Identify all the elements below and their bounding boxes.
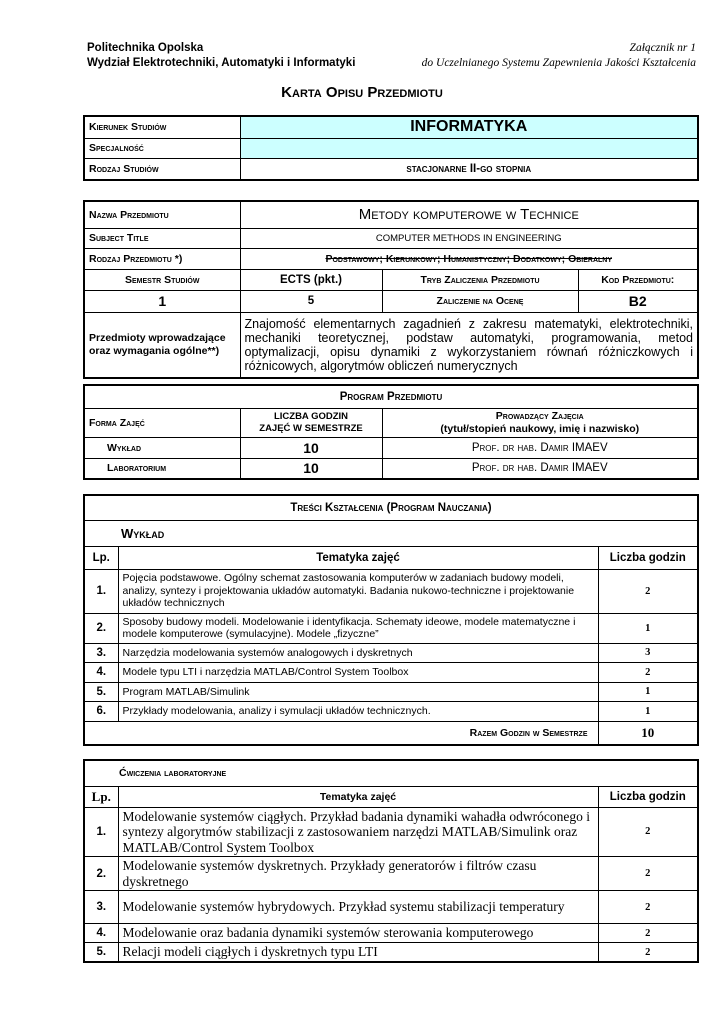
lab-topic: Modelowanie oraz badania dynamiki systemów sterowania komputerowego	[118, 924, 598, 943]
university-name: Politechnika Opolska	[87, 42, 204, 54]
kod-label: Kod Przedmiotu:	[578, 269, 698, 290]
plan-row	[84, 458, 698, 479]
plan-form: Wykład	[84, 437, 240, 458]
lecture-topic: Pojęcia podstawowe. Ogólny schemat zastosowania komputerów w zadaniach budowy modeli, analizy, syntezy i projektowania układów automatyki. Badania nukowo-techniczne i projektowanie układów technicznych	[118, 569, 598, 613]
lecture-section-title: Treści Kształcenia (Program Nauczania)	[84, 495, 698, 520]
lecture-lp: 1.	[84, 569, 118, 613]
lecture-lp: 4.	[84, 662, 118, 682]
annex-label: Załącznik nr 1	[629, 42, 696, 54]
subject-label: Subject Title	[84, 228, 240, 248]
lab-row	[84, 943, 698, 963]
specjalnosc-label: Specjalność	[84, 138, 240, 158]
lab-col-topic: Tematyka zajęć	[118, 786, 598, 807]
prereq-value: Znajomość elementarnych zagadnień z zakresu matematyki, elektrotechniki, mechaniki teoretycznej, podstaw automatyki, programowania, metod optymalizacji, opisu dynamiki z wykorzystaniem równań różniczkowych i różnicowych, algorytmów obliczeń numerycznych	[240, 312, 698, 378]
lecture-topic: Sposoby budowy modeli. Modelowanie i identyfikacja. Schematy ideowe, modele matematyczne i modele komputerowe (symulacyjne). Modele „fizyczne”	[118, 613, 598, 643]
lab-lp: 5.	[84, 943, 118, 963]
teacher-header	[382, 408, 698, 437]
lab-row	[84, 924, 698, 943]
lecture-hours: 3	[598, 643, 698, 662]
plan-form: Laboratorium	[84, 458, 240, 479]
prereq-label: Przedmioty wprowadzające oraz wymagania ogólne**)	[84, 312, 240, 378]
lab-lp: 3.	[84, 891, 118, 924]
nazwa-label: Nazwa Przedmiotu	[84, 201, 240, 228]
hours-header-line1: LICZBA GODZIN	[273, 410, 349, 422]
lab-row	[84, 891, 698, 924]
lecture-total-label: Razem Godzin w Semestrze	[84, 721, 598, 745]
plan-row	[84, 437, 698, 458]
lecture-hours: 1	[598, 701, 698, 721]
header-left	[87, 41, 355, 71]
nazwa-value: Metody komputerowe w Technice	[240, 201, 698, 228]
program-table	[83, 115, 699, 181]
lab-hours: 2	[598, 857, 698, 891]
lecture-col-topic: Tematyka zajęć	[118, 546, 598, 569]
lecture-row	[84, 569, 698, 613]
lab-hours: 2	[598, 943, 698, 963]
lecture-topic: Program MATLAB/Simulink	[118, 682, 598, 701]
faculty-name: Wydział Elektrotechniki, Automatyki i Informatyki	[87, 57, 356, 69]
plan-hours: 10	[240, 437, 382, 458]
lecture-topic: Modele typu LTI i narzędzia MATLAB/Control System Toolbox	[118, 662, 598, 682]
plan-table	[83, 384, 699, 480]
rodzaj-przedmiotu-value: Podstawowy; Kierunkowy; Humanistyczny; Dodatkowy; Obieralny	[240, 248, 698, 269]
lecture-row	[84, 662, 698, 682]
specjalnosc-value	[240, 138, 698, 158]
lab-row	[84, 807, 698, 857]
semestr-label: Semestr Studiów	[84, 269, 240, 290]
lecture-hours: 2	[598, 569, 698, 613]
plan-teacher: Prof. dr hab. Damir IMAEV	[382, 458, 698, 479]
lecture-row	[84, 643, 698, 662]
course-table	[83, 200, 699, 379]
annex-subtitle: do Uczelnianego Systemu Zapewnienia Jakości Kształcenia	[421, 57, 696, 69]
lab-table	[83, 759, 699, 963]
plan-teacher: Prof. dr hab. Damir IMAEV	[382, 437, 698, 458]
rodzaj-studiow-label: Rodzaj Studiów	[84, 158, 240, 180]
document-title: Karta Opisu Przedmiotu	[281, 84, 443, 101]
ects-value: 5	[240, 290, 382, 312]
header-right	[422, 41, 696, 71]
lecture-col-lp: Lp.	[84, 546, 118, 569]
semestr-value: 1	[84, 290, 240, 312]
kod-value: B2	[578, 290, 698, 312]
lab-heading: Ćwiczenia laboratoryjne	[84, 760, 698, 786]
lecture-total-value: 10	[598, 721, 698, 745]
rodzaj-studiow-value: stacjonarne II-go stopnia	[240, 158, 698, 180]
tryb-label: Tryb Zaliczenia Przedmiotu	[382, 269, 578, 290]
lecture-hours: 1	[598, 682, 698, 701]
hours-header-line2: ZAJĘĆ W SEMESTRZE	[259, 422, 363, 434]
lab-topic: Modelowanie systemów dyskretnych. Przykłady generatorów i filtrów czasu dyskretnego	[118, 857, 598, 891]
lecture-lp: 2.	[84, 613, 118, 643]
lecture-hours: 1	[598, 613, 698, 643]
lab-topic: Modelowanie systemów ciągłych. Przykład badania dynamiki wahadła odwróconego i syntezy algorytmów stabilizacji z zastosowaniem narzędzi MATLAB/Simulink oraz MATLAB/Control System Toolbox	[118, 807, 598, 857]
lecture-row	[84, 682, 698, 701]
lecture-hours: 2	[598, 662, 698, 682]
lecture-row	[84, 613, 698, 643]
tryb-value: Zaliczenie na Ocenę	[382, 290, 578, 312]
teacher-header-line1: Prowadzący Zajęcia	[495, 409, 584, 422]
forma-label: Forma Zajęć	[84, 408, 240, 437]
lab-row	[84, 857, 698, 891]
kierunek-value: INFORMATYKA	[240, 116, 698, 138]
lab-lp: 1.	[84, 807, 118, 857]
lecture-lp: 3.	[84, 643, 118, 662]
hours-header	[240, 408, 382, 437]
lecture-lp: 5.	[84, 682, 118, 701]
plan-hours: 10	[240, 458, 382, 479]
subject-value: COMPUTER METHODS IN ENGINEERING	[240, 228, 698, 248]
lab-col-lp: Lp.	[84, 786, 118, 807]
lecture-table	[83, 494, 699, 746]
lab-topic: Relacji modeli ciągłych i dyskretnych typu LTI	[118, 943, 598, 963]
lab-hours: 2	[598, 924, 698, 943]
lab-hours: 2	[598, 891, 698, 924]
lab-lp: 2.	[84, 857, 118, 891]
ects-label: ECTS (pkt.)	[240, 269, 382, 290]
kierunek-label: Kierunek Studiów	[84, 116, 240, 138]
rodzaj-przedmiotu-label: Rodzaj Przedmiotu *)	[84, 248, 240, 269]
lecture-col-hours: Liczba godzin	[598, 546, 698, 569]
plan-title: Program Przedmiotu	[84, 385, 698, 408]
lab-lp: 4.	[84, 924, 118, 943]
lecture-topic: Narzędzia modelowania systemów analogowych i dyskretnych	[118, 643, 598, 662]
lecture-row	[84, 701, 698, 721]
lab-col-hours: Liczba godzin	[598, 786, 698, 807]
lab-topic: Modelowanie systemów hybrydowych. Przykład systemu stabilizacji temperatury	[118, 891, 598, 924]
lecture-lp: 6.	[84, 701, 118, 721]
lecture-heading: Wykład	[84, 520, 698, 546]
lab-hours: 2	[598, 807, 698, 857]
lecture-topic: Przykłady modelowania, analizy i symulacji układów technicznych.	[118, 701, 598, 721]
teacher-header-line2: (tytuł/stopień naukowy, imię i nazwisko)	[440, 422, 640, 435]
